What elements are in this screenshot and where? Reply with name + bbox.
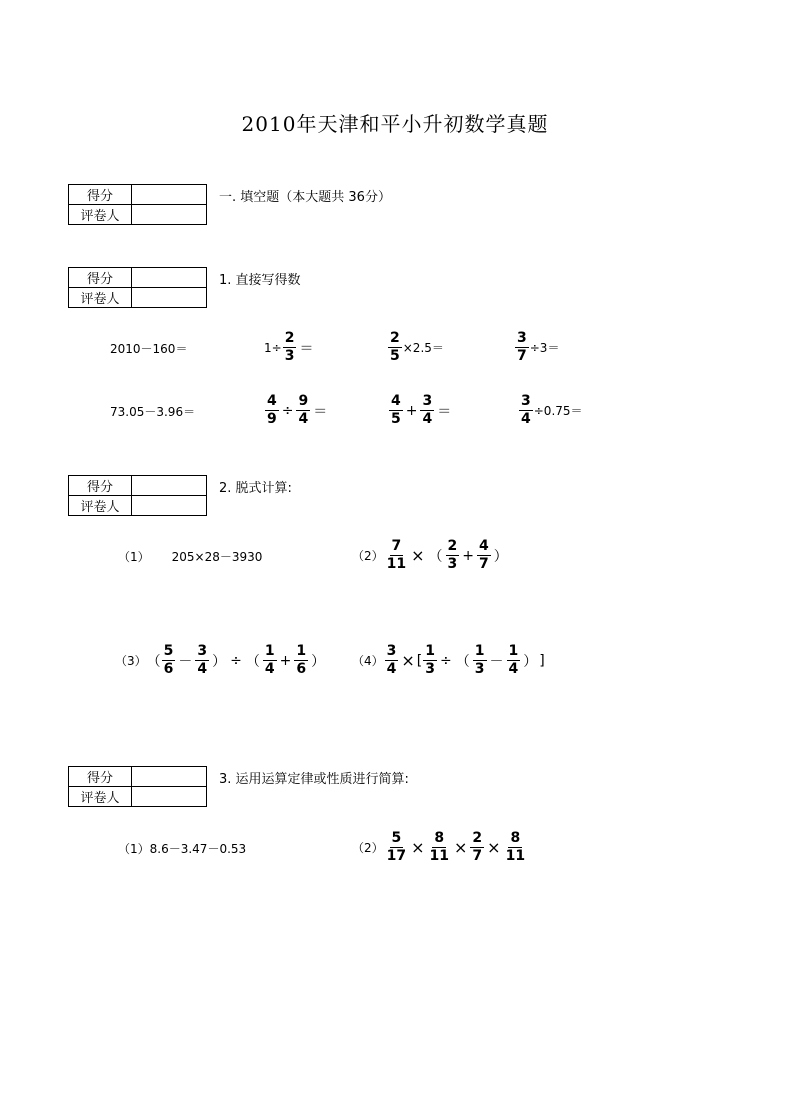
operator: × <box>401 651 415 670</box>
fraction <box>420 393 434 428</box>
denominator: 11 <box>386 556 407 572</box>
numerator: 5 <box>391 830 402 846</box>
q3-heading: 3. 运用运算定律或性质进行简算: <box>219 772 409 787</box>
numerator: 1 <box>474 643 485 659</box>
q1-expr-4 <box>514 330 559 365</box>
numerator: 7 <box>391 538 402 554</box>
operator: × <box>487 838 501 857</box>
fraction <box>507 643 521 678</box>
expr-text: ÷0.75＝ <box>533 404 583 418</box>
paren: （ <box>146 653 161 670</box>
numerator: 3 <box>521 393 531 409</box>
denominator: 3 <box>474 661 485 677</box>
reviewer-label: 评卷人 <box>69 496 132 516</box>
fraction <box>265 393 279 428</box>
problem-label: （2） <box>352 549 384 563</box>
score-cell[interactable] <box>132 476 207 496</box>
paren: ） <box>212 653 227 670</box>
q2-problem-4 <box>352 643 545 678</box>
q2-heading: 2. 脱式计算: <box>219 481 292 496</box>
denominator: 7 <box>479 556 489 572</box>
denominator: 4 <box>521 411 531 427</box>
operator: ＝ <box>299 340 314 357</box>
denominator: 7 <box>517 348 527 364</box>
score-label: 得分 <box>69 476 132 496</box>
score-cell[interactable] <box>132 268 207 288</box>
score-cell[interactable] <box>132 767 207 787</box>
denominator: 4 <box>422 411 433 427</box>
q1-expr-1 <box>110 340 187 357</box>
q1-expr-2 <box>264 330 315 365</box>
problem-label: （2） <box>352 841 384 855</box>
denominator: 11 <box>505 848 526 864</box>
part1-heading: 一. 填空题（本大题共 36分） <box>219 190 391 205</box>
fraction <box>388 330 402 365</box>
fraction <box>519 393 533 428</box>
expr-text: 2010－160＝ <box>110 342 188 356</box>
expr-text: 1÷ <box>264 340 282 355</box>
q1-expr-8 <box>518 393 583 428</box>
numerator: 3 <box>197 643 208 659</box>
page-title: 2010年天津和平小升初数学真题 <box>241 112 549 136</box>
score-label: 得分 <box>69 767 132 787</box>
operator: ÷ <box>281 402 294 419</box>
denominator: 3 <box>447 556 458 572</box>
numerator: 2 <box>472 830 483 846</box>
numerator: 1 <box>508 643 519 659</box>
paren: （ <box>428 548 443 565</box>
paren: （ <box>245 653 260 670</box>
score-table-q1 <box>68 267 207 308</box>
denominator: 5 <box>390 348 400 364</box>
numerator: 9 <box>298 393 309 409</box>
operator: ＝ <box>437 403 452 420</box>
operator: × <box>411 838 425 857</box>
bracket: ] <box>539 652 545 669</box>
reviewer-cell[interactable] <box>132 496 207 516</box>
score-table-part1 <box>68 184 207 225</box>
score-table-q3 <box>68 766 207 807</box>
q1-expr-5 <box>110 403 195 420</box>
numerator: 1 <box>264 643 275 659</box>
expr-text: ×2.5＝ <box>402 341 444 355</box>
numerator: 2 <box>284 330 295 346</box>
q1-expr-6 <box>264 393 329 428</box>
fraction <box>296 393 310 428</box>
denominator: 4 <box>298 411 309 427</box>
denominator: 4 <box>264 661 275 677</box>
fraction <box>446 538 460 573</box>
numerator: 1 <box>425 643 436 659</box>
denominator: 4 <box>197 661 208 677</box>
denominator: 3 <box>284 348 295 364</box>
operator: － <box>489 653 504 670</box>
denominator: 9 <box>267 411 277 427</box>
fraction <box>162 643 176 678</box>
q1-heading: 1. 直接写得数 <box>219 273 301 288</box>
denominator: 3 <box>425 661 436 677</box>
numerator: 4 <box>479 538 489 554</box>
score-cell[interactable] <box>132 185 207 205</box>
denominator: 4 <box>386 661 397 677</box>
denominator: 4 <box>508 661 519 677</box>
denominator: 6 <box>163 661 174 677</box>
fraction <box>385 830 408 865</box>
paren: （ <box>455 653 470 670</box>
operator: ÷ <box>230 652 242 669</box>
denominator: 7 <box>472 848 483 864</box>
q2-problem-3 <box>115 643 327 678</box>
expr-text: 73.05－3.96＝ <box>110 405 196 419</box>
numerator: 2 <box>390 330 400 346</box>
operator: × <box>411 546 425 565</box>
expr-text: 205×28－3930 <box>171 550 263 564</box>
numerator: 3 <box>422 393 433 409</box>
q3-problem-2 <box>352 830 528 865</box>
numerator: 2 <box>447 538 458 554</box>
fraction <box>385 643 399 678</box>
paren: ） <box>311 653 326 670</box>
expr-text: ÷3＝ <box>529 341 560 355</box>
operator: × <box>454 838 468 857</box>
reviewer-label: 评卷人 <box>69 205 132 225</box>
fraction <box>428 830 451 865</box>
fraction <box>195 643 209 678</box>
fraction <box>263 643 277 678</box>
operator: + <box>462 547 475 564</box>
score-table-q2 <box>68 475 207 516</box>
problem-label: （3） <box>115 654 147 668</box>
numerator: 8 <box>434 830 445 846</box>
problem-label: （1） <box>118 550 150 564</box>
fraction <box>473 643 487 678</box>
numerator: 4 <box>267 393 277 409</box>
denominator: 11 <box>429 848 450 864</box>
fraction <box>515 330 529 365</box>
reviewer-label: 评卷人 <box>69 787 132 807</box>
q1-expr-7 <box>388 393 453 428</box>
paren: ） <box>493 548 508 565</box>
score-label: 得分 <box>69 268 132 288</box>
problem-label: （1） <box>118 842 150 856</box>
reviewer-cell[interactable] <box>132 787 207 807</box>
fraction <box>423 643 437 678</box>
numerator: 1 <box>296 643 307 659</box>
fraction <box>504 830 527 865</box>
expr-text: 8.6－3.47－0.53 <box>149 842 247 856</box>
q2-problem-1 <box>118 548 262 565</box>
denominator: 5 <box>391 411 401 427</box>
operator: ÷ <box>440 652 452 669</box>
score-label: 得分 <box>69 185 132 205</box>
fraction <box>385 538 408 573</box>
fraction <box>294 643 308 678</box>
operator: + <box>279 652 292 669</box>
q1-expr-3 <box>387 330 444 365</box>
reviewer-label: 评卷人 <box>69 288 132 308</box>
q2-problem-2 <box>352 538 510 573</box>
fraction <box>389 393 403 428</box>
operator: ＝ <box>313 403 328 420</box>
reviewer-cell[interactable] <box>132 205 207 225</box>
fraction <box>283 330 297 365</box>
denominator: 6 <box>296 661 307 677</box>
fraction <box>470 830 484 865</box>
bracket: [ <box>416 652 423 669</box>
numerator: 4 <box>391 393 401 409</box>
paren: ） <box>523 653 538 670</box>
numerator: 5 <box>163 643 174 659</box>
fraction <box>477 538 491 573</box>
problem-label: （4） <box>352 654 384 668</box>
numerator: 3 <box>386 643 397 659</box>
q3-problem-1 <box>118 840 246 857</box>
reviewer-cell[interactable] <box>132 288 207 308</box>
operator: － <box>178 653 193 670</box>
operator: + <box>405 402 418 419</box>
numerator: 8 <box>510 830 521 846</box>
denominator: 17 <box>386 848 407 864</box>
numerator: 3 <box>517 330 527 346</box>
